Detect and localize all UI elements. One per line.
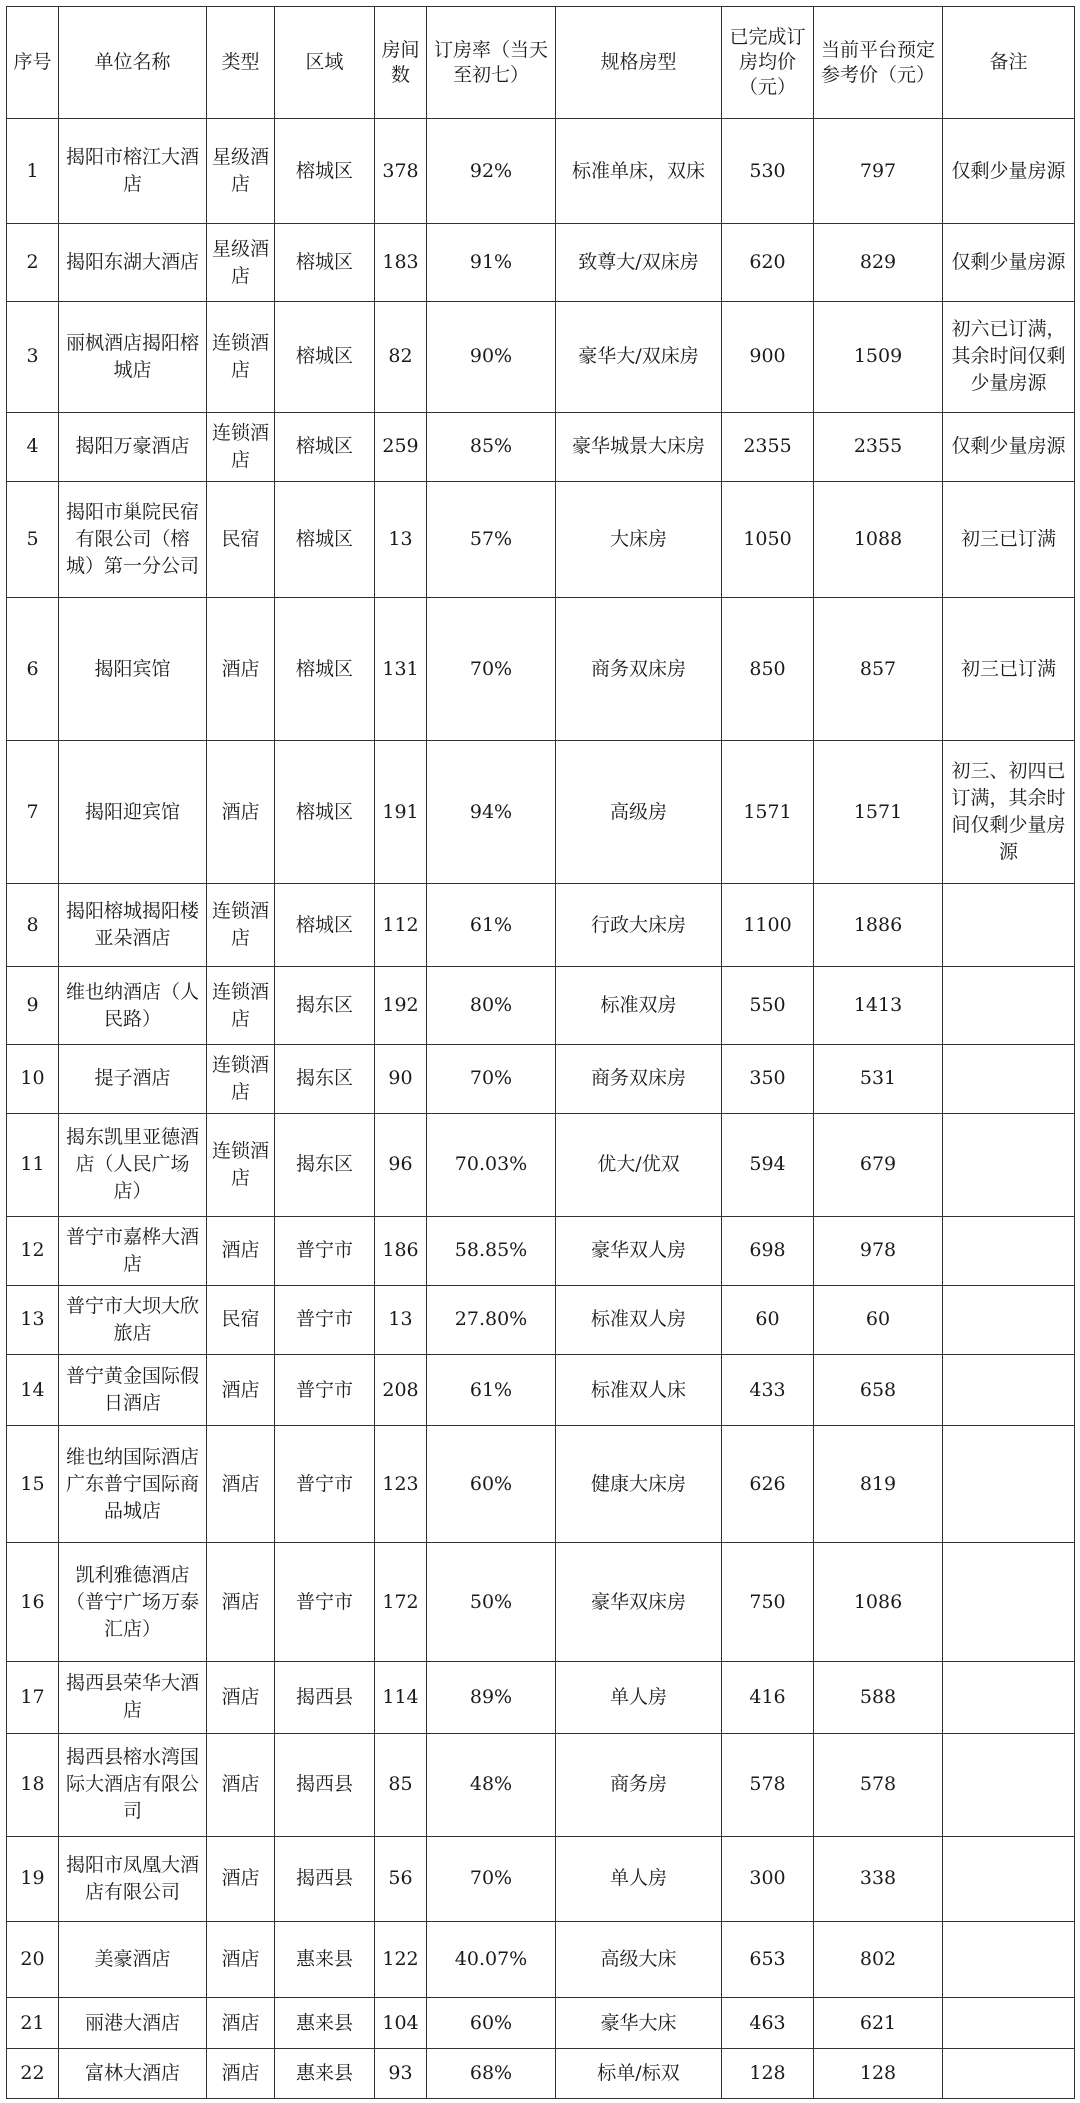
column-no-header: 序号 [7, 7, 59, 119]
hotel-type-cell: 连锁酒店 [207, 967, 275, 1045]
table-row [7, 1113, 1075, 1216]
room-count-cell: 192 [375, 967, 427, 1045]
table-row [7, 967, 1075, 1045]
reference-price-cell: 802 [814, 1921, 943, 1998]
note-cell: 仅剩少量房源 [943, 224, 1075, 302]
hotel-name-cell: 普宁市大坝大欣旅店 [59, 1285, 207, 1354]
hotel-type-cell: 连锁酒店 [207, 302, 275, 412]
note-cell [943, 1543, 1075, 1662]
hotel-type-cell: 连锁酒店 [207, 1044, 275, 1113]
room-type-cell: 致尊大/双床房 [556, 224, 722, 302]
note-cell: 初三已订满 [943, 598, 1075, 741]
table-body [7, 119, 1075, 2099]
booking-rate-cell: 68% [427, 2048, 556, 2098]
room-type-cell: 商务双床房 [556, 598, 722, 741]
completed-avg-price-cell: 300 [722, 1836, 814, 1921]
hotel-type-cell: 酒店 [207, 598, 275, 741]
row-number-cell: 21 [7, 1998, 59, 2048]
row-number-cell: 13 [7, 1285, 59, 1354]
column-ref-price-header: 当前平台预定参考价（元） [814, 7, 943, 119]
note-cell [943, 1216, 1075, 1285]
room-count-cell: 191 [375, 741, 427, 884]
hotel-type-cell: 酒店 [207, 1998, 275, 2048]
row-number-cell: 15 [7, 1426, 59, 1543]
room-type-cell: 大床房 [556, 481, 722, 598]
booking-rate-cell: 85% [427, 412, 556, 481]
row-number-cell: 12 [7, 1216, 59, 1285]
completed-avg-price-cell: 626 [722, 1426, 814, 1543]
hotel-booking-table [6, 6, 1075, 2099]
hotel-name-cell: 揭阳东湖大酒店 [59, 224, 207, 302]
area-cell: 揭西县 [275, 1836, 375, 1921]
row-number-cell: 10 [7, 1044, 59, 1113]
booking-rate-cell: 91% [427, 224, 556, 302]
room-type-cell: 标准双房 [556, 967, 722, 1045]
note-cell [943, 1113, 1075, 1216]
hotel-type-cell: 民宿 [207, 1285, 275, 1354]
room-count-cell: 13 [375, 481, 427, 598]
reference-price-cell: 531 [814, 1044, 943, 1113]
area-cell: 揭西县 [275, 1662, 375, 1734]
room-type-cell: 高级房 [556, 741, 722, 884]
hotel-type-cell: 酒店 [207, 1836, 275, 1921]
completed-avg-price-cell: 128 [722, 2048, 814, 2098]
room-count-cell: 378 [375, 119, 427, 224]
table-row [7, 1836, 1075, 1921]
hotel-name-cell: 揭阳市凤凰大酒店有限公司 [59, 1836, 207, 1921]
hotel-name-cell: 揭阳市巢院民宿有限公司（榕城）第一分公司 [59, 481, 207, 598]
completed-avg-price-cell: 594 [722, 1113, 814, 1216]
completed-avg-price-cell: 350 [722, 1044, 814, 1113]
row-number-cell: 8 [7, 884, 59, 967]
reference-price-cell: 829 [814, 224, 943, 302]
area-cell: 惠来县 [275, 2048, 375, 2098]
column-done-price-header: 已完成订房均价（元） [722, 7, 814, 119]
table-row [7, 481, 1075, 598]
room-type-cell: 单人房 [556, 1836, 722, 1921]
room-count-cell: 122 [375, 1921, 427, 1998]
completed-avg-price-cell: 2355 [722, 412, 814, 481]
room-type-cell: 标准单床，双床 [556, 119, 722, 224]
reference-price-cell: 819 [814, 1426, 943, 1543]
table-row [7, 1216, 1075, 1285]
booking-rate-cell: 70% [427, 598, 556, 741]
room-count-cell: 114 [375, 1662, 427, 1734]
room-type-cell: 单人房 [556, 1662, 722, 1734]
table-row [7, 1044, 1075, 1113]
area-cell: 普宁市 [275, 1285, 375, 1354]
hotel-name-cell: 富林大酒店 [59, 2048, 207, 2098]
note-cell [943, 1998, 1075, 2048]
room-type-cell: 豪华大床 [556, 1998, 722, 2048]
room-type-cell: 高级大床 [556, 1921, 722, 1998]
hotel-type-cell: 酒店 [207, 741, 275, 884]
booking-rate-cell: 40.07% [427, 1921, 556, 1998]
completed-avg-price-cell: 620 [722, 224, 814, 302]
hotel-type-cell: 酒店 [207, 2048, 275, 2098]
hotel-name-cell: 丽枫酒店揭阳榕城店 [59, 302, 207, 412]
hotel-name-cell: 普宁黄金国际假日酒店 [59, 1354, 207, 1426]
hotel-type-cell: 民宿 [207, 481, 275, 598]
row-number-cell: 20 [7, 1921, 59, 1998]
area-cell: 榕城区 [275, 884, 375, 967]
hotel-type-cell: 酒店 [207, 1543, 275, 1662]
area-cell: 榕城区 [275, 412, 375, 481]
hotel-name-cell: 美豪酒店 [59, 1921, 207, 1998]
hotel-name-cell: 丽港大酒店 [59, 1998, 207, 2048]
completed-avg-price-cell: 698 [722, 1216, 814, 1285]
completed-avg-price-cell: 530 [722, 119, 814, 224]
booking-rate-cell: 57% [427, 481, 556, 598]
booking-rate-cell: 50% [427, 1543, 556, 1662]
row-number-cell: 17 [7, 1662, 59, 1734]
reference-price-cell: 1413 [814, 967, 943, 1045]
row-number-cell: 7 [7, 741, 59, 884]
area-cell: 惠来县 [275, 1998, 375, 2048]
room-count-cell: 104 [375, 1998, 427, 2048]
booking-rate-cell: 61% [427, 1354, 556, 1426]
completed-avg-price-cell: 550 [722, 967, 814, 1045]
area-cell: 普宁市 [275, 1543, 375, 1662]
room-type-cell: 商务房 [556, 1733, 722, 1836]
hotel-type-cell: 星级酒店 [207, 224, 275, 302]
hotel-type-cell: 酒店 [207, 1426, 275, 1543]
column-type-header: 类型 [207, 7, 275, 119]
table-row [7, 884, 1075, 967]
room-type-cell: 标单/标双 [556, 2048, 722, 2098]
reference-price-cell: 338 [814, 1836, 943, 1921]
column-rooms-header: 房间数 [375, 7, 427, 119]
booking-rate-cell: 89% [427, 1662, 556, 1734]
reference-price-cell: 658 [814, 1354, 943, 1426]
area-cell: 榕城区 [275, 481, 375, 598]
booking-rate-cell: 70% [427, 1044, 556, 1113]
note-cell: 初三已订满 [943, 481, 1075, 598]
note-cell [943, 1354, 1075, 1426]
note-cell: 仅剩少量房源 [943, 412, 1075, 481]
area-cell: 榕城区 [275, 302, 375, 412]
hotel-name-cell: 提子酒店 [59, 1044, 207, 1113]
completed-avg-price-cell: 1571 [722, 741, 814, 884]
area-cell: 揭东区 [275, 1113, 375, 1216]
row-number-cell: 4 [7, 412, 59, 481]
hotel-name-cell: 揭西县荣华大酒店 [59, 1662, 207, 1734]
room-type-cell: 商务双床房 [556, 1044, 722, 1113]
hotel-type-cell: 连锁酒店 [207, 1113, 275, 1216]
room-count-cell: 112 [375, 884, 427, 967]
room-count-cell: 82 [375, 302, 427, 412]
row-number-cell: 6 [7, 598, 59, 741]
hotel-name-cell: 揭阳宾馆 [59, 598, 207, 741]
column-room-type-header: 规格房型 [556, 7, 722, 119]
room-count-cell: 208 [375, 1354, 427, 1426]
room-count-cell: 13 [375, 1285, 427, 1354]
completed-avg-price-cell: 578 [722, 1733, 814, 1836]
reference-price-cell: 857 [814, 598, 943, 741]
booking-rate-cell: 70.03% [427, 1113, 556, 1216]
column-rate-header: 订房率（当天至初七） [427, 7, 556, 119]
area-cell: 揭东区 [275, 967, 375, 1045]
room-count-cell: 186 [375, 1216, 427, 1285]
room-type-cell: 标准双人床 [556, 1354, 722, 1426]
room-count-cell: 96 [375, 1113, 427, 1216]
note-cell [943, 1921, 1075, 1998]
note-cell [943, 1285, 1075, 1354]
reference-price-cell: 679 [814, 1113, 943, 1216]
hotel-type-cell: 酒店 [207, 1662, 275, 1734]
table-row [7, 2048, 1075, 2098]
column-note-header: 备注 [943, 7, 1075, 119]
room-type-cell: 豪华大/双床房 [556, 302, 722, 412]
reference-price-cell: 1571 [814, 741, 943, 884]
row-number-cell: 11 [7, 1113, 59, 1216]
row-number-cell: 19 [7, 1836, 59, 1921]
room-count-cell: 123 [375, 1426, 427, 1543]
reference-price-cell: 1088 [814, 481, 943, 598]
reference-price-cell: 2355 [814, 412, 943, 481]
reference-price-cell: 1086 [814, 1543, 943, 1662]
room-type-cell: 健康大床房 [556, 1426, 722, 1543]
hotel-name-cell: 普宁市嘉桦大酒店 [59, 1216, 207, 1285]
table-row [7, 412, 1075, 481]
area-cell: 榕城区 [275, 741, 375, 884]
row-number-cell: 2 [7, 224, 59, 302]
table-row [7, 1662, 1075, 1734]
row-number-cell: 5 [7, 481, 59, 598]
room-type-cell: 豪华双床房 [556, 1543, 722, 1662]
note-cell [943, 1044, 1075, 1113]
room-count-cell: 56 [375, 1836, 427, 1921]
note-cell: 初三、初四已订满，其余时间仅剩少量房源 [943, 741, 1075, 884]
table-row [7, 598, 1075, 741]
table-row [7, 1354, 1075, 1426]
booking-rate-cell: 70% [427, 1836, 556, 1921]
row-number-cell: 22 [7, 2048, 59, 2098]
room-count-cell: 172 [375, 1543, 427, 1662]
area-cell: 普宁市 [275, 1426, 375, 1543]
note-cell [943, 1426, 1075, 1543]
room-count-cell: 90 [375, 1044, 427, 1113]
completed-avg-price-cell: 850 [722, 598, 814, 741]
area-cell: 揭西县 [275, 1733, 375, 1836]
room-type-cell: 标准双人房 [556, 1285, 722, 1354]
reference-price-cell: 578 [814, 1733, 943, 1836]
booking-rate-cell: 90% [427, 302, 556, 412]
note-cell [943, 884, 1075, 967]
booking-rate-cell: 61% [427, 884, 556, 967]
hotel-type-cell: 连锁酒店 [207, 884, 275, 967]
hotel-name-cell: 揭阳榕城揭阳楼亚朵酒店 [59, 884, 207, 967]
area-cell: 榕城区 [275, 598, 375, 741]
room-type-cell: 豪华城景大床房 [556, 412, 722, 481]
table-row [7, 224, 1075, 302]
area-cell: 榕城区 [275, 224, 375, 302]
hotel-name-cell: 揭阳迎宾馆 [59, 741, 207, 884]
reference-price-cell: 1509 [814, 302, 943, 412]
completed-avg-price-cell: 900 [722, 302, 814, 412]
column-name-header: 单位名称 [59, 7, 207, 119]
room-type-cell: 豪华双人房 [556, 1216, 722, 1285]
completed-avg-price-cell: 750 [722, 1543, 814, 1662]
booking-rate-cell: 60% [427, 1426, 556, 1543]
reference-price-cell: 797 [814, 119, 943, 224]
reference-price-cell: 588 [814, 1662, 943, 1734]
note-cell [943, 1662, 1075, 1734]
table-row [7, 1426, 1075, 1543]
row-number-cell: 9 [7, 967, 59, 1045]
reference-price-cell: 621 [814, 1998, 943, 2048]
row-number-cell: 18 [7, 1733, 59, 1836]
room-count-cell: 259 [375, 412, 427, 481]
booking-rate-cell: 80% [427, 967, 556, 1045]
table-row [7, 1998, 1075, 2048]
hotel-name-cell: 维也纳国际酒店 广东普宁国际商品城店 [59, 1426, 207, 1543]
booking-rate-cell: 27.80% [427, 1285, 556, 1354]
booking-rate-cell: 94% [427, 741, 556, 884]
completed-avg-price-cell: 653 [722, 1921, 814, 1998]
hotel-name-cell: 维也纳酒店（人民路） [59, 967, 207, 1045]
booking-rate-cell: 60% [427, 1998, 556, 2048]
table-row [7, 1733, 1075, 1836]
completed-avg-price-cell: 433 [722, 1354, 814, 1426]
note-cell [943, 2048, 1075, 2098]
hotel-type-cell: 星级酒店 [207, 119, 275, 224]
completed-avg-price-cell: 60 [722, 1285, 814, 1354]
row-number-cell: 16 [7, 1543, 59, 1662]
reference-price-cell: 60 [814, 1285, 943, 1354]
row-number-cell: 3 [7, 302, 59, 412]
note-cell: 仅剩少量房源 [943, 119, 1075, 224]
table-row [7, 1543, 1075, 1662]
hotel-name-cell: 揭东凯里亚德酒店（人民广场店） [59, 1113, 207, 1216]
note-cell [943, 1836, 1075, 1921]
reference-price-cell: 1886 [814, 884, 943, 967]
hotel-type-cell: 连锁酒店 [207, 412, 275, 481]
table-row [7, 119, 1075, 224]
hotel-type-cell: 酒店 [207, 1354, 275, 1426]
note-cell [943, 1733, 1075, 1836]
completed-avg-price-cell: 1100 [722, 884, 814, 967]
room-count-cell: 93 [375, 2048, 427, 2098]
hotel-name-cell: 揭阳市榕江大酒店 [59, 119, 207, 224]
booking-rate-cell: 92% [427, 119, 556, 224]
area-cell: 揭东区 [275, 1044, 375, 1113]
booking-rate-cell: 48% [427, 1733, 556, 1836]
table-header-row [7, 7, 1075, 119]
area-cell: 普宁市 [275, 1354, 375, 1426]
room-type-cell: 优大/优双 [556, 1113, 722, 1216]
row-number-cell: 1 [7, 119, 59, 224]
area-cell: 榕城区 [275, 119, 375, 224]
hotel-name-cell: 揭西县榕水湾国际大酒店有限公司 [59, 1733, 207, 1836]
note-cell [943, 967, 1075, 1045]
hotel-type-cell: 酒店 [207, 1921, 275, 1998]
row-number-cell: 14 [7, 1354, 59, 1426]
hotel-type-cell: 酒店 [207, 1733, 275, 1836]
table-row [7, 302, 1075, 412]
booking-rate-cell: 58.85% [427, 1216, 556, 1285]
hotel-type-cell: 酒店 [207, 1216, 275, 1285]
room-count-cell: 183 [375, 224, 427, 302]
completed-avg-price-cell: 416 [722, 1662, 814, 1734]
table-row [7, 1285, 1075, 1354]
table-row [7, 1921, 1075, 1998]
table-row [7, 741, 1075, 884]
column-area-header: 区域 [275, 7, 375, 119]
area-cell: 惠来县 [275, 1921, 375, 1998]
area-cell: 普宁市 [275, 1216, 375, 1285]
hotel-name-cell: 凯利雅德酒店（普宁广场万泰汇店） [59, 1543, 207, 1662]
room-count-cell: 85 [375, 1733, 427, 1836]
hotel-name-cell: 揭阳万豪酒店 [59, 412, 207, 481]
completed-avg-price-cell: 463 [722, 1998, 814, 2048]
reference-price-cell: 978 [814, 1216, 943, 1285]
room-type-cell: 行政大床房 [556, 884, 722, 967]
note-cell: 初六已订满，其余时间仅剩少量房源 [943, 302, 1075, 412]
completed-avg-price-cell: 1050 [722, 481, 814, 598]
reference-price-cell: 128 [814, 2048, 943, 2098]
room-count-cell: 131 [375, 598, 427, 741]
